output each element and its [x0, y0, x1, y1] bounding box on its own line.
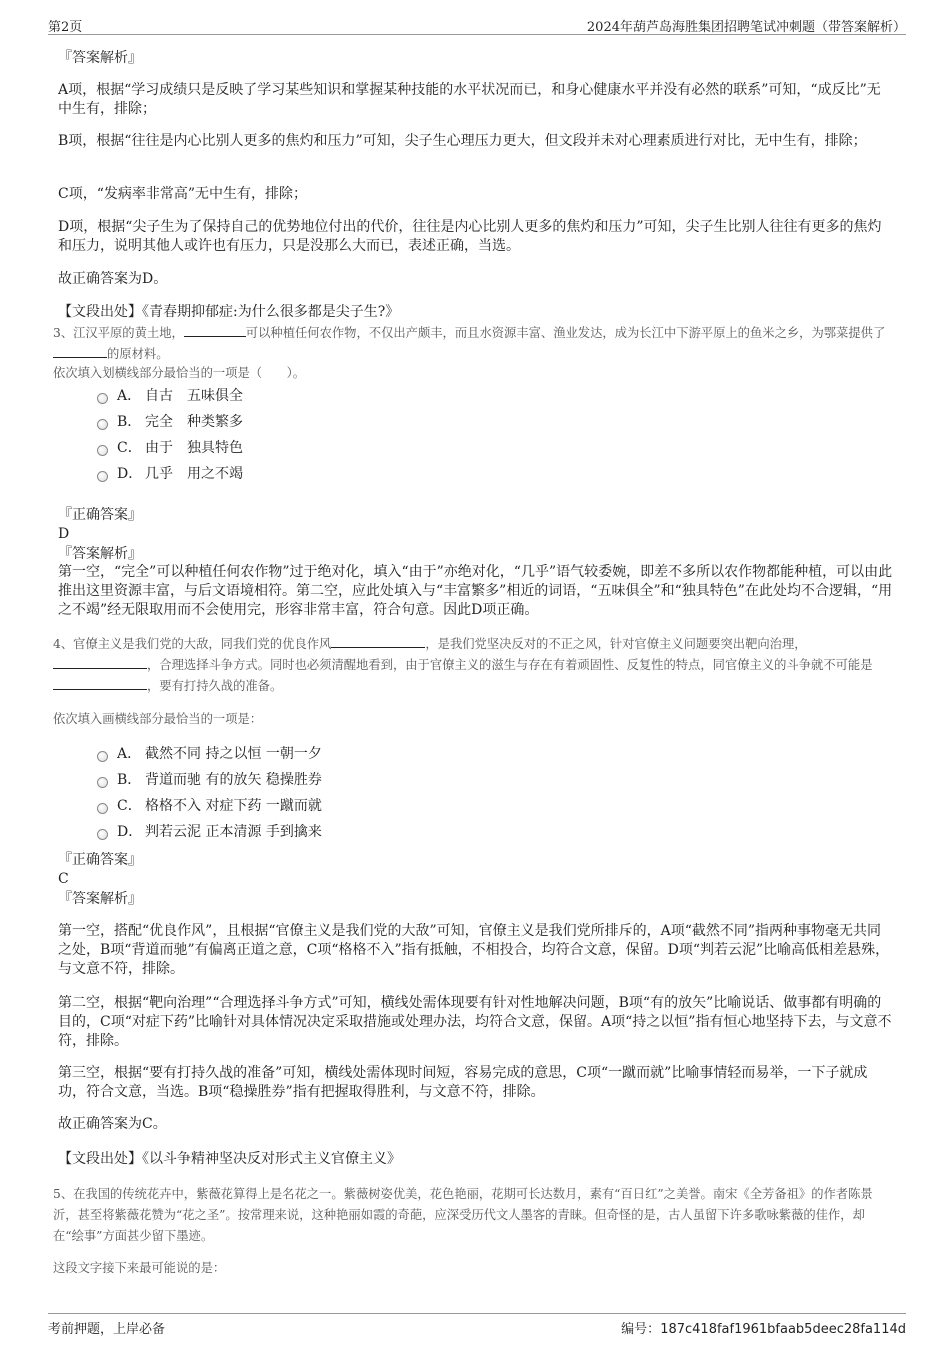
- page-header: [48, 14, 906, 35]
- analysis-label: 『答案解析』: [58, 546, 142, 562]
- option-d[interactable]: D． 几乎 用之不竭: [97, 464, 243, 484]
- analysis-paragraph-2: 第二空，根据“靶向治理”“合理选择斗争方式”可知，横线处需体现要有针对性地解决问题，B项“有的放矢”比喻说话、做事都有明确的目的，C项“对症下药”比喻针对具体情况决定采取措施或处理办法，均符合文意，保留。A项“持之以恒”指有恒心地坚持下去，与文意不符，排除。: [58, 995, 892, 1049]
- fill-blank: [184, 323, 246, 337]
- analysis-label: 『答案解析』: [58, 891, 142, 907]
- fill-blank: [53, 655, 147, 669]
- analysis-paragraph-c: C项，“发病率非常高”无中生有，排除；: [58, 186, 308, 202]
- question-3-prompt: 依次填入划横线部分最恰当的一项是（ ）。: [53, 366, 306, 380]
- question-4-stem: 4、官僚主义是我们党的大敌，同我们党的优良作风 ，是我们党坚决反对的不正之风，针对官僚主义问题要突出靶向治理，，合理选择斗争方式。同时也必须清醒地看到，由于官僚主义的滋生与存在有着顽固性、反复性的特点，同官僚主义的斗争就不可能是，要有打持久战的准备。: [53, 634, 893, 697]
- analysis-label: 『答案解析』: [58, 50, 142, 66]
- radio-button[interactable]: [97, 445, 108, 456]
- document-id: 编号：187c418faf1961bfaab5deec28fa114d: [621, 1322, 906, 1337]
- source-citation: 【文段出处】《以斗争精神坚决反对形式主义官僚主义》: [58, 1151, 401, 1167]
- radio-button[interactable]: [97, 393, 108, 404]
- analysis-paragraph-d: D项，根据“尖子生为了保持自己的优势地位付出的代价，往往是内心比别人更多的焦灼和压力”可知，尖子生比别人往往有更多的焦灼和压力，说明其他人或许也有压力，只是没那么大而已，表述正确，当选。: [58, 219, 882, 254]
- question-3-stem: 3、江汉平原的黄土地， 可以种植任何农作物，不仅出产颇丰，而且水资源丰富、渔业发达，成为长江中下游平原上的鱼米之乡，为鄂菜提供了的原材料。: [53, 323, 893, 365]
- analysis-text: 第一空，“完全”可以种植任何农作物”过于绝对化，填入“由于”亦绝对化，“几乎”语气较委婉，即差不多所以农作物都能种植，可以由此推出这里资源丰富，与后文语境相符。第二空，应此处填入与“丰富繁多”相近的词语，“五味俱全”和“独具特色”在此处均不合逻辑，“用之不竭”经无限取用而不会使用完，形容非常丰富，符合句意。因此D项正确。: [58, 564, 893, 618]
- fill-blank: [53, 344, 107, 358]
- option-b[interactable]: B． 背道而驰 有的放矢 稳操胜券: [97, 770, 322, 790]
- question-5-stem: 5、在我国的传统花卉中，紫薇花算得上是名花之一。紫薇树姿优美，花色艳丽，花期可长达数月，素有“百日红”之美誉。南宋《全芳备祖》的作者陈景沂，甚至将紫薇花赞为“花之圣”。按常理来说，这种艳丽如霞的奇葩，应深受历代文人墨客的青睐。但奇怪的是，古人虽留下许多歌咏紫薇的佳作，却在“绘事”方面甚少留下墨迹。: [53, 1187, 873, 1243]
- radio-button[interactable]: [97, 471, 108, 482]
- option-b[interactable]: B． 完全 种类繁多: [97, 412, 243, 432]
- correct-answer: D: [58, 526, 70, 542]
- analysis-paragraph-1: 第一空，搭配“优良作风”，且根据“官僚主义是我们党的大敌”可知，官僚主义是我们党所排斥的，A项“截然不同”指两种事物毫无共同之处，B项“背道而驰”有偏离正道之意，C项“格格不入”指有抵触，不相投合，均符合文意，保留。D项“判若云泥”比喻高低相差悬殊，与文意不符，排除。: [58, 923, 890, 977]
- radio-button[interactable]: [97, 829, 108, 840]
- radio-button[interactable]: [97, 751, 108, 762]
- analysis-conclusion: 故正确答案为C。: [58, 1116, 167, 1132]
- footer-slogan: 考前押题，上岸必备: [48, 1322, 166, 1337]
- radio-button[interactable]: [97, 419, 108, 430]
- question-4-prompt: 依次填入画横线部分最恰当的一项是：: [53, 712, 263, 726]
- correct-answer-label: 『正确答案』: [58, 852, 142, 868]
- option-c[interactable]: C． 由于 独具特色: [97, 438, 243, 458]
- analysis-paragraph-3: 第三空，根据“要有打持久战的准备”可知，横线处需体现时间短，容易完成的意思，C项“一蹴而就”比喻事情轻而易举，一下子就成功，符合文意，当选。B项“稳操胜券”指有把握取得胜利，与文意不符，排除。: [58, 1065, 868, 1100]
- correct-answer-label: 『正确答案』: [58, 507, 142, 523]
- source-citation: 【文段出处】《青春期抑郁症:为什么很多都是尖子生?》: [58, 304, 400, 320]
- analysis-paragraph-a: A项，根据“学习成绩只是反映了学习某些知识和掌握某种技能的水平状况而已，和身心健康水平并没有必然的联系”可知，“成反比”无中生有，排除；: [58, 82, 881, 117]
- option-a[interactable]: A． 截然不同 持之以恒 一朝一夕: [97, 744, 322, 764]
- radio-button[interactable]: [97, 777, 108, 788]
- question-5-prompt: 这段文字接下来最可能说的是：: [53, 1261, 226, 1275]
- analysis-conclusion: 故正确答案为D。: [58, 271, 168, 287]
- page-number: 第2页: [48, 20, 83, 35]
- option-c[interactable]: C． 格格不入 对症下药 一蹴而就: [97, 796, 322, 816]
- correct-answer: C: [58, 871, 69, 887]
- analysis-paragraph-b: B项，根据“往往是内心比别人更多的焦灼和压力”可知，尖子生心理压力更大，但文段并未对心理素质进行对比，无中生有，排除；: [58, 133, 867, 149]
- fill-blank: [331, 634, 425, 648]
- option-a[interactable]: A． 自古 五味俱全: [97, 386, 243, 406]
- radio-button[interactable]: [97, 803, 108, 814]
- document-title: 2024年葫芦岛海胜集团招聘笔试冲刺题（带答案解析）: [586, 20, 906, 35]
- page-footer: [48, 1313, 906, 1338]
- option-d[interactable]: D． 判若云泥 正本清源 手到擒来: [97, 822, 322, 842]
- fill-blank: [53, 676, 147, 690]
